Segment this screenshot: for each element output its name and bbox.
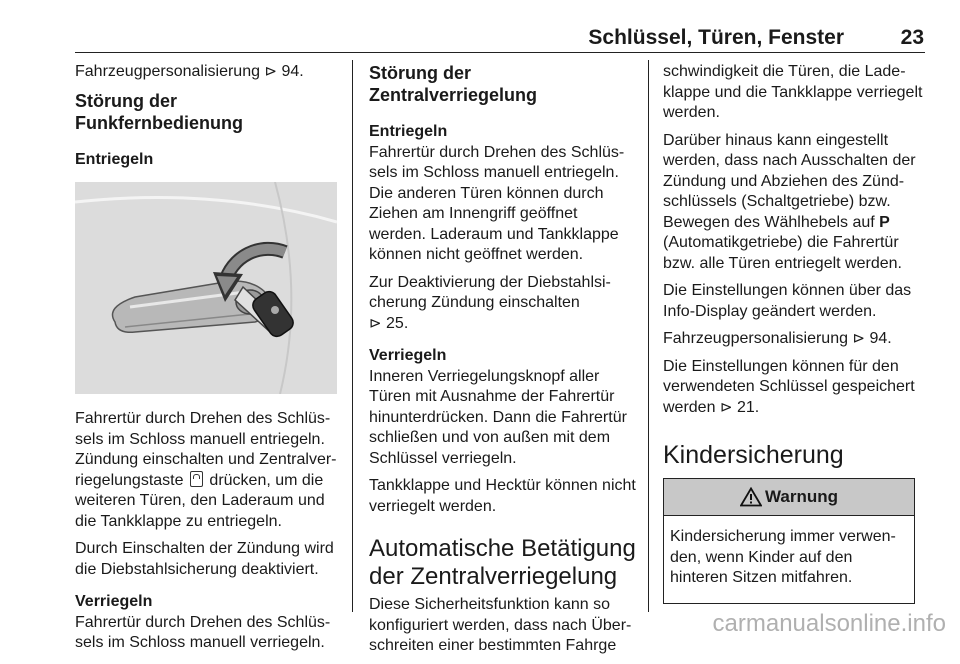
col3-paragraph-5: Die Einstellungen können für den verwendeten Schlüssel gespeichert werden ⊳ 21. xyxy=(663,357,915,416)
intro-ref[interactable]: 94. xyxy=(281,63,304,80)
col2-paragraph-5: Diese Sicherheitsfunktion kann so konfiguriert werden, dass nach Überschreiten einer bestimmten Fahrge xyxy=(369,596,632,654)
col1-paragraph-3: Fahrertür durch Drehen des Schlüssels im Schloss manuell verriegeln. xyxy=(75,613,331,651)
col2-paragraph-3: Inneren Verriegelungsknopf aller Türen mit Ausnahme der Fahrertür hinunterdrücken. Dann die Fahrertür schließen und von außen mit dem Schlüssel verriegeln. xyxy=(369,367,627,467)
column-divider-left xyxy=(352,60,353,612)
col2-paragraph-1: Fahrertür durch Drehen des Schlüssels im Schloss manuell entriegeln. Die anderen Türen können durch Ziehen am Innengriff geöffnet werden. Laderaum und Tankklappe können nicht geöffnet werden. xyxy=(369,143,625,263)
section-title-child-lock: Kindersicherung xyxy=(663,441,844,469)
ref-21[interactable]: 21. xyxy=(736,398,760,416)
door-handle-key-illustration xyxy=(75,182,337,394)
watermark: carmanualsonline.info xyxy=(712,610,946,637)
column-3 xyxy=(663,62,925,604)
page-ref-arrow-icon: ⊳ xyxy=(719,398,733,416)
section-title-remote-failure: Störung der Funkfernbedienung xyxy=(75,90,243,133)
warning-text: Kindersicherung immer verwenden, wenn Kinder auf den hinteren Sitzen mitfahren. xyxy=(670,528,896,586)
page-ref-arrow-icon: ⊳ xyxy=(852,330,866,347)
ref-25[interactable]: 25. xyxy=(386,314,409,332)
col3-paragraph-3: Die Einstellungen können über das Info-Display geändert werden. xyxy=(663,282,912,320)
col3-paragraph-2: Darüber hinaus kann eingestellt werden, dass nach Ausschalten der Zündung und Abziehen des Zündschlüssels (Schaltgetriebe) bzw. Bewegen des Wählhebels auf P (Automatikgetriebe) die Fahrertür bzw. alle Türen entriegelt werden. xyxy=(663,131,916,272)
col1-paragraph-2: Durch Einschalten der Zündung wird die Diebstahlsicherung deaktiviert. xyxy=(75,540,334,578)
gear-position-p: P xyxy=(879,213,890,231)
col2-paragraph-2: Zur Deaktivierung der Diebstahlsicherung Zündung einschalten ⊳ 25. xyxy=(369,273,611,332)
col1-paragraph-1: Fahrertür durch Drehen des Schlüssels im Schloss manuell entriegeln. Zündung einschalten und Zentralverriegelungstaste drücken, um die weiteren Türen, den Laderaum und die Tankklappe zu entriegeln. xyxy=(75,410,337,530)
heading-unlock: Entriegeln xyxy=(75,150,154,168)
heading-unlock-2: Entriegeln xyxy=(369,123,448,140)
warning-title: Warnung xyxy=(764,486,839,506)
column-2 xyxy=(369,62,637,664)
col3-paragraph-4: Fahrzeugpersonalisierung ⊳ 94. xyxy=(663,330,892,347)
section-title-auto-lock: Automatische Betätigung der Zentralverriegelung xyxy=(369,535,636,590)
page-ref-arrow-icon: ⊳ xyxy=(264,63,278,80)
column-divider-right xyxy=(648,60,649,612)
col2-paragraph-4: Tankklappe und Hecktür können nicht verriegelt werden. xyxy=(369,477,636,515)
page-title: Schlüssel, Türen, Fenster xyxy=(588,26,844,49)
warning-header xyxy=(664,479,914,516)
col3-paragraph-1: schwindigkeit die Türen, die Ladeklappe und die Tankklappe verriegelt werden. xyxy=(663,63,923,121)
heading-lock-2: Verriegeln xyxy=(369,347,447,364)
header-divider xyxy=(75,52,925,53)
heading-lock: Verriegeln xyxy=(75,593,153,610)
door-handle-key-icon xyxy=(75,182,337,394)
ref-94[interactable]: 94. xyxy=(869,330,892,347)
page-ref-arrow-icon: ⊳ xyxy=(369,314,382,332)
intro-text: Fahrzeugpersonalisierung xyxy=(75,63,260,80)
page-number: 23 xyxy=(900,26,924,49)
warning-triangle-icon xyxy=(740,487,762,507)
warning-box xyxy=(663,478,915,604)
intro-paragraph xyxy=(75,62,340,83)
section-title-central-lock-failure: Störung der Zentralverriegelung xyxy=(369,63,538,105)
page-header xyxy=(0,0,960,54)
central-lock-icon xyxy=(190,471,203,487)
column-1 xyxy=(75,62,340,661)
